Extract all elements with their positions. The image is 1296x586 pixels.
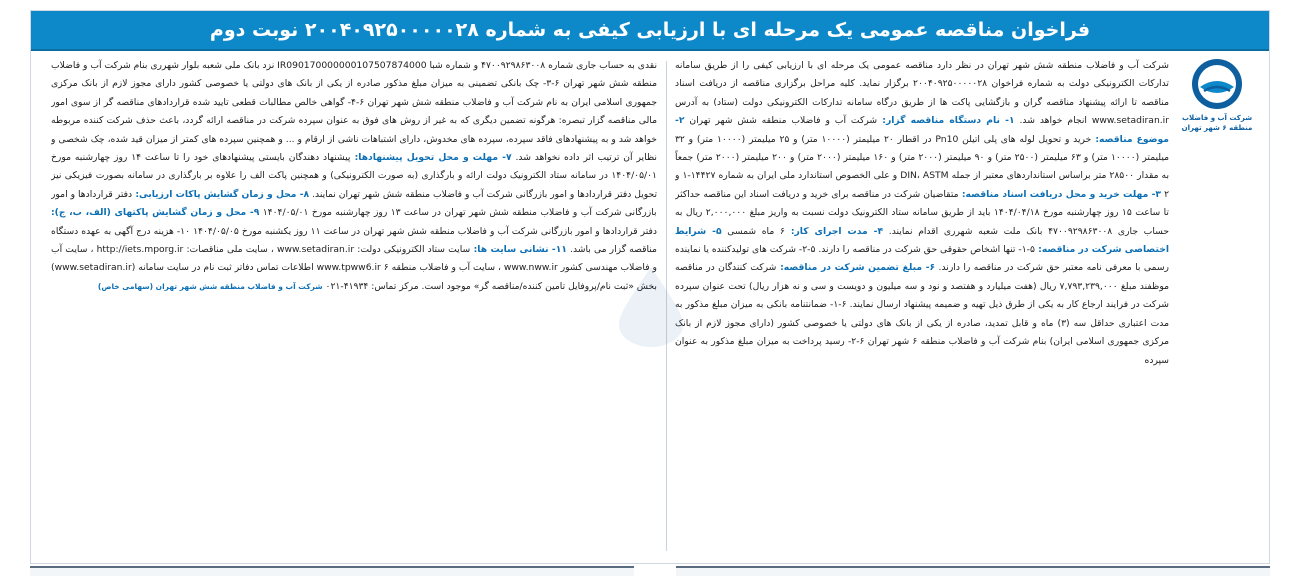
left-column-text (51, 57, 657, 296)
section-11-heading: ۱۱- نشانی سایت ها: (470, 244, 567, 256)
section-7-heading: ۷- مهلت و محل تحویل پیشنهادها: (350, 152, 512, 164)
guarantee-methods-text: نقدی به حساب جاری شماره ۴۷۰۰۹۲۹۸۶۳۰۰۸ و شماره شبا IR090170000000107507874000 نزد بانک ملی شعبه بلوار شهرری بنام شرکت آب و فاضلاب منطقه شش شهر تهران ۶-۳- چک بانکی تضمینی به میزان مبلغ مذکور صادره از یکی از بانک های دولتی یا خصوصی کشور دارای مجوز لازم از بانک مرکزی جمهوری اسلامی ایران به نام شرکت آب و فاضلاب منطقه شش شهر تهران ۶-۴- گواهی خالص مطالبات قطعی تایید شده قراردادهای مناقصه گر از سوی امور مالی مناقصه گزار (51, 60, 657, 127)
left-column (51, 57, 657, 561)
section-9-text: دفتر قراردادها و امور بازرگانی شرکت آب و فاضلاب منطقه شش شهر تهران در ساعت ۱۱ روز یکشنبه مورخ ۱۴۰۴/۰۵/۰۵ ۱۰- هزینه درج آگهی به عهده دستگاه مناقصه گزار می باشد. (51, 225, 657, 256)
section-1-heading: ۱- نام دستگاه مناقصه گزار: (877, 115, 1015, 127)
water-drop-logo-icon (1190, 57, 1244, 111)
section-4-text: ۶ ماه شمسی (721, 225, 785, 237)
section-2-heading: ۲- موضوع مناقصه: (675, 115, 1169, 145)
logo-caption-line1: شرکت آب و فاضلاب (1181, 114, 1253, 122)
section-5-text: ۵-۱- تنها اشخاص حقوقی حق شرکت در مناقصه را دارند. ۵-۲- شرکت های تولیدکننده یا نماینده رسمی با معرفی نامه معتبر حق شرکت در مناقصه را دارند. (675, 244, 1169, 274)
section-1-text: شرکت آب و فاضلاب منطقه شش شهر تهران (684, 115, 878, 127)
right-column-text (675, 57, 1169, 370)
notice-title: فراخوان مناقصه عمومی یک مرحله ای با ارزیابی کیفی به شماره ۲۰۰۴۰۹۲۵۰۰۰۰۰۲۸ نوبت دوم (209, 19, 1091, 41)
logo-caption-line2: منطقه ۶ شهر تهران (1181, 124, 1253, 132)
guarantee-note-text: تبصره: هرگونه تضمین دیگری که به غیر از روش های فوق به عنوان سپرده شرکت در مناقصه ارائه گردد، باعث حذف شرکت کننده مربوطه خواهد شد و به پیشنهادهای فاقد سپرده، سپرده های مخدوش، دارای اشتباهات ناشی از ارقام و ... و همچنین سپرده های کمتر از میزان قید شده، چک شخصی و نظایر آن ترتیب اثر داده نخواهد شد. (51, 115, 657, 164)
logo-caption (1182, 113, 1253, 133)
notice-header (31, 11, 1269, 51)
company-logo (1171, 57, 1263, 141)
right-column (675, 57, 1169, 561)
section-3-heading: ۳- مهلت خرید و محل دریافت اسناد مناقصه: (958, 188, 1162, 200)
section-2-text: خرید و تحویل لوله های پلی اتیلن Pn10 در اقطار ۲۰ میلیمتر (۱۰۰۰۰ متر) و ۲۵ میلیمتر (۱۰۰۰۰ متر) و ۳۲ میلیمتر (۱۰۰۰۰ متر) و ۶۳ میلیمتر (۲۵۰۰ متر) و ۹۰ میلیمتر (۲۰۰۰ متر) و ۱۶۰ میلیمتر (۲۰۰۰ متر) و ۲۰۰ میلیمتر (۲۰۰۰ متر) جمعاً به مقدار ۲۸۵۰۰ متر براساس استانداردهای معتبر از جمله DIN، ASTM و علی الخصوص استاندارد ملی ایران به شماره ۱۴۴۲۷-۱ و ۲ (675, 133, 1169, 200)
section-4-heading: ۴- مدت اجرای کار: (784, 225, 884, 237)
next-notice-edge-left (30, 566, 634, 576)
next-notice-edge-right (676, 566, 1270, 576)
section-3-text: متقاضیان شرکت در مناقصه برای خرید و دریافت اسناد این مناقصه حداکثر تا ساعت ۱۵ روز چهارشنبه مورخ ۱۴۰۴/۰۴/۱۸ باید از طریق سامانه ستاد الکترونیک دولت نسبت به واریز مبلغ ۲,۰۰۰,۰۰۰ ریال به حساب جاری ۴۷۰۰۹۲۹۸۶۳۰۰۸ بانک ملت شعبه شهرری اقدام نمایند. (675, 188, 1169, 237)
issuer-signature: شرکت آب و فاضلاب منطقه شش شهر تهران (سهامی خاص) (97, 281, 323, 291)
section-9-heading: ۹- محل و زمان گشایش پاکتهای (الف، ب، ج): (51, 207, 260, 219)
section-6-text: شرکت کنندگان در مناقصه موظفند مبلغ ۷,۷۹۳,۲۳۹,۰۰۰ ریال (هفت میلیارد و هفتصد و نود و سه میلیون و دویست و سی و نه هزار ریال) تحت عنوان سپرده شرکت در فرایند ارجاع کار به یکی از طرق ذیل تهیه و ضمیمه پیشنهاد ارسال نمایند. ۶-۱- ضمانتنامه بانکی به میزان مبلغ مذکور به مدت اعتباری حداقل سه (۳) ماه و قابل تمدید، صادره از یکی از بانک های دولتی یا خصوصی کشور (دارای مجوز لازم از بانک مرکزی جمهوری اسلامی ایران) بنام شرکت آب و فاضلاب منطقه ۶ شهر تهران ۶-۲- رسید پرداخت به میزان مبلغ مذکور به عنوان سپرده (675, 262, 1169, 366)
column-divider (666, 61, 667, 551)
section-8-heading: ۸- محل و زمان گشایش پاکات ارزیابی: (132, 188, 310, 200)
section-8-text: دفتر قراردادها و امور بازرگانی شرکت آب و فاضلاب منطقه شش شهر تهران در ساعت ۱۳ روز چهارشنبه مورخ ۱۴۰۴/۰۵/۰۱ (51, 188, 657, 219)
tender-notice (30, 10, 1270, 564)
section-5-heading: ۵- شرایط اختصاصی شرکت در مناقصه: (675, 225, 1169, 256)
section-7-text: پیشنهاد دهندگان بایستی پیشنهادهای خود را تا ساعت ۱۴ روز چهارشنبه مورخ ۱۴۰۴/۰۵/۰۱ در سامانه ستاد الکترونیک دولت ارائه و بارگذاری (به صورت الکترونیکی) و همچنین پاکت الف را علاوه بر بارگذاری در سامانه بصورت فیزیکی نیز تحویل دفتر قراردادها و امور بازرگانی شرکت آب و فاضلاب منطقه شش شهر تهران نمایند. (51, 152, 657, 200)
section-11-text: سایت ستاد الکترونیکی دولت: www.setadiran.ir ، سایت ملی مناقصات: http://iets.mporg.ir ، سایت آب و فاضلاب مهندسی کشور www.nww.ir ، سایت آب و فاضلاب منطقه ۶ www.tpww6.ir اطلاعات تماس دفاتر ثبت نام در سایت سامانه (www.setadiran.ir) بخش «ثبت نام/پروفایل تامین کننده/مناقصه گر» موجود است. مرکز تماس: ۴۱۹۳۴-۰۲۱ (51, 244, 657, 292)
section-6-heading: ۶- مبلغ تضمین شرکت در مناقصه: (776, 262, 936, 274)
intro-text: شرکت آب و فاضلاب منطقه شش شهر تهران در نظر دارد مناقصه عمومی یک مرحله ای با ارزیابی کیفی را از طریق سامانه تدارکات الکترونیکی دولت به شماره فراخوان ۲۰۰۴۰۹۲۵۰۰۰۰۰۲۸ برگزار نماید. کلیه مراحل برگزاری مناقصه از دریافت اسناد مناقصه تا ارائه پیشنهاد مناقصه گران و بازگشایی پاکت ها از طریق درگاه سامانه تدارکات الکترونیکی دولت (ستاد) به آدرس www.setadiran.ir انجام خواهد شد. (675, 60, 1169, 127)
